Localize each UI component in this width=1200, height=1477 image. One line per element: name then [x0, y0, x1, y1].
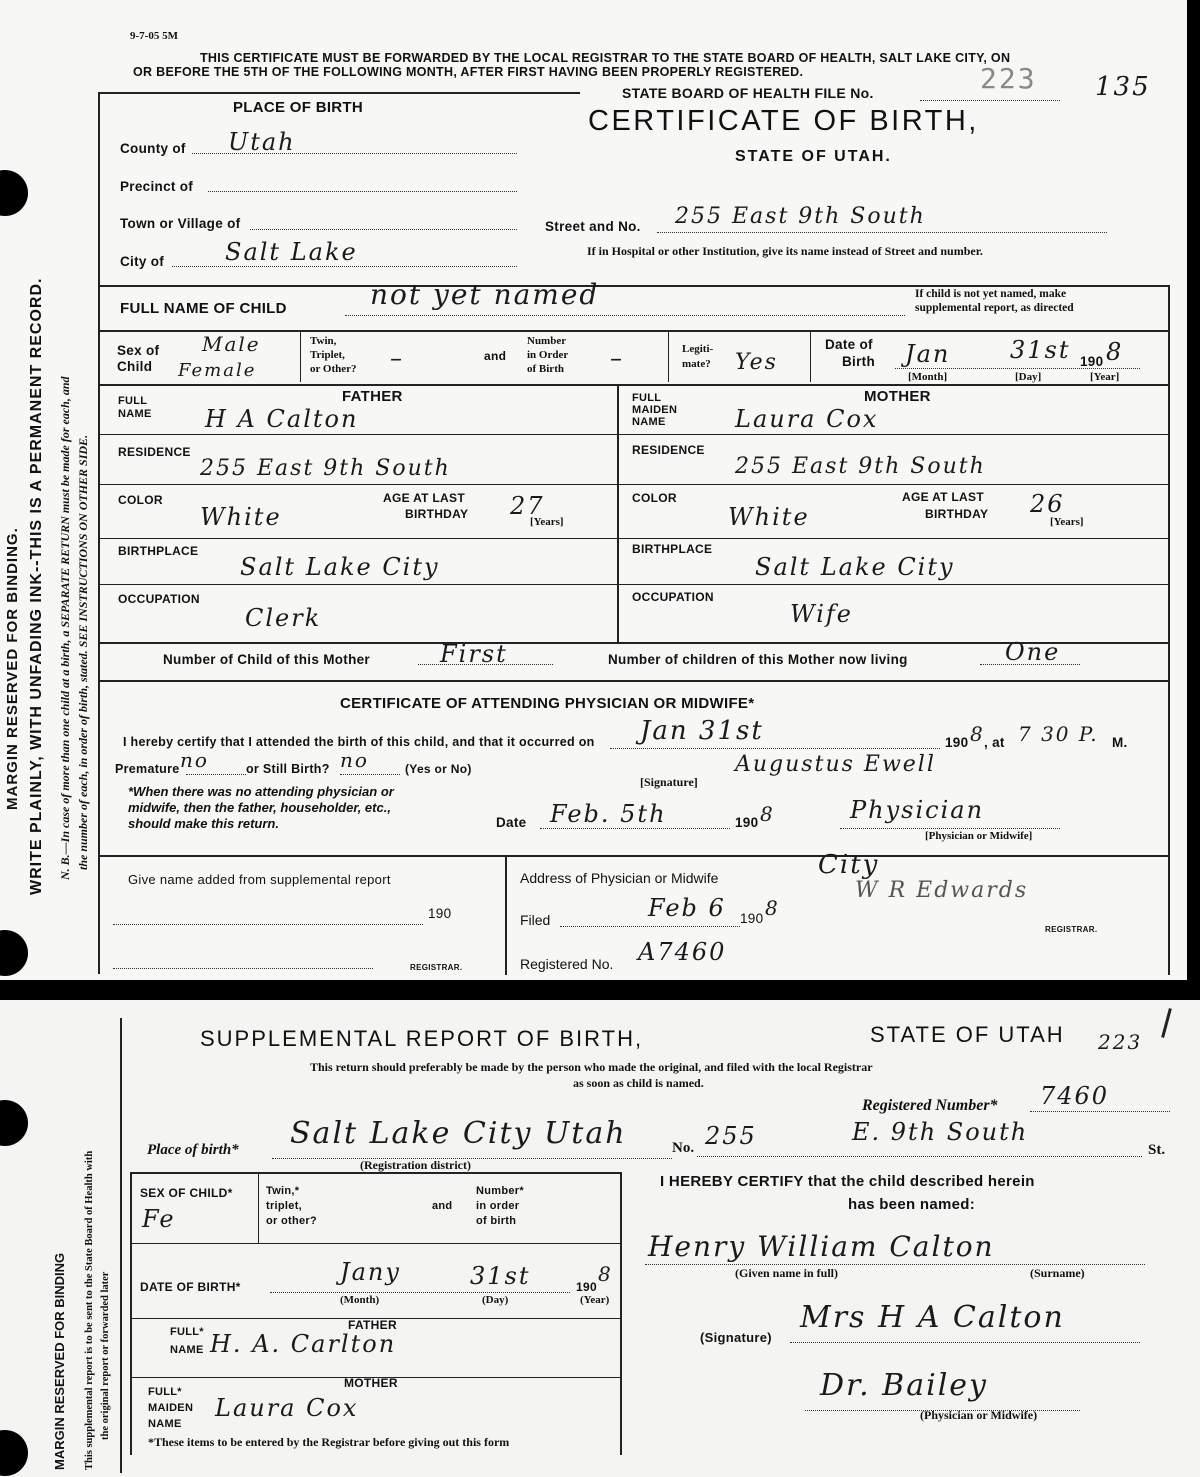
birth-month: Jan — [905, 340, 951, 368]
town-label: Town or Village of — [120, 216, 241, 231]
address-label: Address of Physician or Midwife — [520, 870, 719, 886]
parent-signature: Mrs H A Calton — [800, 1300, 1065, 1335]
mother-heading: MOTHER — [864, 388, 931, 405]
supplemental-mother-heading: MOTHER — [344, 1376, 398, 1390]
sex-male: Male — [202, 332, 261, 356]
supplemental-state: STATE OF UTAH — [870, 1022, 1065, 1047]
county-label: County of — [120, 141, 186, 156]
certificate-date: Feb. 5th — [550, 800, 667, 828]
father-birthplace: Salt Lake City — [240, 553, 440, 581]
certificate-of-birth: 9-7-05 5M THIS CERTIFICATE MUST BE FORWARDED BY THE LOCAL REGISTRAR TO THE STATE BOARD OF HEALTH, SALT LAKE CITY, ON OR BEFORE THE 5TH OF THE FOLLOWING MONTH, AFTER FIRST HAVING BEEN PROPERLY REGISTERED. STATE BOARD OF HEALTH FILE No. 223 135 CERTIFICATE OF BIRTH, STATE OF UTAH. MARGIN RESERVED FOR BINDING. WRITE PLAINLY, WITH UNFADING INK--THIS IS A PERMANENT RECORD. N. B.—In case of more than one child at a birth, a SEPARATE RETURN must be made for each, and the number of each, in order of birth, stated. SEE INSTRUCTIONS ON OTHER SIDE. PLACE OF BIRTH County of Utah Precinct of Town or Village of City of Salt Lake Street and No. 255 East 9th South If in Hospital or other Institution, give its name instead of Street and number. FULL NAME OF CHILD not yet named If child is not yet named, make supplemental report, as directed Sex of Child Male Female Twin, Triplet, or Other? – and Number in Order of Birth – Legiti- mate? Yes Date of Birth Jan 31st 190 8 [Month] [Day] [Year] FULL NAME FATHER H A Calton RESIDENCE 255 East 9th South COLOR White AGE AT LAST BIRTHDAY 27 [Years] BIRTHPLACE Salt Lake City OCCUPATION Clerk FULL MAIDEN NAME MOTHER Laura Cox RESIDENCE 255 East 9th South COLOR White AGE AT LAST BIRTHDAY 26 [Years] BIRTHPLACE Salt Lake City OCCUPATION Wife Number of Child of this Mother First Number of children of this Mother now living One CERTIFICATE OF ATTENDING PHYSICIAN OR MIDWIFE* I hereby certify that I attended the birth of this child, and that it occurred on Jan 31st 190 8 , at 7 30 P. M. Premature no or Still Birth? no (Yes or No) *When there was no attending physician or midwife, then the father, householder, etc., should make this return. [Signature] Augustus Ewell Date Feb. 5th 190 8 Physician [Physician or Midwife] Give name added from supplemental report 190 REGISTRAR. Address of Physician or Midwife City Filed Feb 6 190 8 W R Edwards REGISTRAR. Registered No. A7460 — [0, 0, 1187, 980]
child-given-name: Henry William Calton — [648, 1230, 995, 1263]
nb-note-2: the number of each, in order of birth, stated. SEE INSTRUCTIONS ON OTHER SIDE. — [76, 434, 90, 870]
full-name-label: FULL NAME OF CHILD — [120, 300, 287, 317]
supplemental-father-name: H. A. Carlton — [210, 1330, 397, 1358]
supplemental-file-no: 223 — [1098, 1030, 1143, 1054]
margin-reserved-text: MARGIN RESERVED FOR BINDING — [52, 1252, 67, 1470]
sex-female: Female — [178, 360, 257, 381]
supplemental-birth-year: 8 — [598, 1262, 613, 1286]
occurred-time: 7 30 P. — [1018, 722, 1099, 746]
filed-date: Feb 6 — [648, 894, 726, 922]
children-living-label: Number of children of this Mother now living — [608, 652, 908, 667]
city-value: Salt Lake — [225, 238, 358, 266]
certify-text: I hereby certify that I attended the birth of this child, and that it occurred on — [123, 735, 595, 749]
margin-reserved-text: MARGIN RESERVED FOR BINDING. — [4, 527, 21, 810]
supplemental-father-heading: FATHER — [348, 1318, 397, 1332]
county-value: Utah — [228, 128, 296, 156]
supplemental-registered-number: 7460 — [1040, 1082, 1110, 1110]
binding-hole — [0, 930, 28, 976]
precinct-label: Precinct of — [120, 179, 194, 194]
occurred-date: Jan 31st — [640, 716, 764, 746]
supplemental-mother-name: Laura Cox — [215, 1394, 359, 1422]
children-living-value: One — [1005, 638, 1061, 666]
mother-color: White — [728, 503, 810, 531]
premature-value: no — [180, 748, 209, 772]
number-of-child-label: Number of Child of this Mother — [163, 652, 370, 667]
supplemental-street: E. 9th South — [852, 1118, 1029, 1146]
form-code: 9-7-05 5M — [130, 30, 178, 42]
margin-number: 135 — [1095, 72, 1151, 102]
father-age: 27 — [510, 492, 545, 520]
mother-age: 26 — [1030, 490, 1065, 518]
mother-birthplace: Salt Lake City — [755, 553, 955, 581]
still-birth-value: no — [340, 748, 369, 772]
mother-residence: 255 East 9th South — [735, 454, 986, 479]
binding-hole — [0, 1100, 28, 1146]
registered-number: A7460 — [638, 938, 727, 966]
sex-label: Sex of — [117, 343, 160, 358]
certificate-title: CERTIFICATE OF BIRTH, — [588, 105, 979, 137]
father-heading: FATHER — [342, 388, 403, 405]
full-name-value: not yet named — [370, 278, 600, 311]
father-color: White — [200, 503, 282, 531]
file-number-stamp: 223 — [980, 62, 1037, 95]
file-no-label: STATE BOARD OF HEALTH FILE No. — [622, 85, 874, 101]
supplemental-street-no: 255 — [705, 1122, 757, 1150]
number-of-child-value: First — [440, 640, 508, 668]
occurred-year: 8 — [970, 722, 985, 746]
street-label: Street and No. — [545, 219, 641, 234]
mother-occupation: Wife — [790, 600, 854, 628]
physician-signature: Augustus Ewell — [735, 752, 936, 777]
binding-hole — [0, 1430, 28, 1476]
supplemental-birth-day: 31st — [470, 1262, 531, 1290]
supplemental-birth-month: Jany — [340, 1258, 401, 1286]
father-name: H A Calton — [205, 405, 359, 433]
supplemental-title: SUPPLEMENTAL REPORT OF BIRTH, — [200, 1026, 644, 1051]
place-of-birth-heading: PLACE OF BIRTH — [233, 99, 364, 116]
certificate-date-year: 8 — [760, 802, 775, 826]
supplemental-place: Salt Lake City Utah — [290, 1116, 627, 1151]
city-label: City of — [120, 254, 165, 269]
filed-year: 8 — [765, 896, 780, 920]
binding-hole — [0, 170, 28, 216]
supplemental-footnote: *These items to be entered by the Registrar before giving out this form — [148, 1435, 510, 1449]
birth-year: 8 — [1106, 338, 1124, 366]
state-heading: STATE OF UTAH. — [735, 148, 892, 165]
notice-line-2: OR BEFORE THE 5TH OF THE FOLLOWING MONTH, AFTER FIRST HAVING BEEN PROPERLY REGISTERED. — [133, 65, 804, 79]
hospital-note: If in Hospital or other Institution, give its name instead of Street and number. — [587, 244, 983, 258]
street-value: 255 East 9th South — [675, 204, 926, 229]
registered-number-label: Registered Number* — [862, 1097, 998, 1114]
nb-note-1: N. B.—In case of more than one child at a birth, a SEPARATE RETURN must be made for each, and — [58, 376, 72, 880]
mother-name: Laura Cox — [735, 405, 879, 433]
father-residence: 255 East 9th South — [200, 456, 451, 481]
registrar-signature: W R Edwards — [855, 878, 1029, 903]
write-plainly-text: WRITE PLAINLY, WITH UNFADING INK--THIS IS A PERMANENT RECORD. — [28, 277, 45, 895]
supplemental-sex: Fe — [142, 1205, 176, 1233]
physician-name: Dr. Bailey — [820, 1368, 988, 1403]
birth-day: 31st — [1010, 336, 1071, 364]
notice-line-1: THIS CERTIFICATE MUST BE FORWARDED BY THE LOCAL REGISTRAR TO THE STATE BOARD OF HEALTH, SALT LAKE CITY, ON — [200, 51, 1011, 65]
physician-title-value: Physician — [850, 796, 985, 824]
twin-value: – — [390, 344, 404, 372]
physician-certificate-title: CERTIFICATE OF ATTENDING PHYSICIAN OR MIDWIFE* — [340, 695, 755, 712]
father-occupation: Clerk — [245, 604, 322, 632]
unnamed-note-1: If child is not yet named, make — [915, 288, 1067, 300]
supplemental-report-of-birth: SUPPLEMENTAL REPORT OF BIRTH, STATE OF UTAH 223 This return should preferably be made by the person who made the original, and filed with the local Registrar as soon as child is named. MARGIN RESERVED FOR BINDING This supplemental report is to be sent to the State Board of Health with the original report or forwarded later Registered Number* 7460 Place of birth* Salt Lake City Utah (Registration district) No. 255 E. 9th South St. SEX OF CHILD* Fe Twin,* triplet, or other? and Number* in order of birth DATE OF BIRTH* Jany 31st 190 8 (Month) (Day) (Year) FATHER FULL* NAME H. A. Carlton MOTHER FULL* MAIDEN NAME Laura Cox *These items to be entered by the Registrar before giving out this form I HEREBY CERTIFY that the child described herein has been named: Henry William Calton (Given name in full) (Surname) (Signature) Mrs H A Calton Dr. Bailey (Physician or Midwife) — [0, 1000, 1200, 1477]
legitimate-value: Yes — [735, 350, 778, 375]
order-value: – — [610, 344, 624, 372]
address-value: City — [818, 850, 880, 880]
supplemental-name-label: Give name added from supplemental report — [128, 872, 391, 887]
unnamed-note-2: supplemental report, as directed — [915, 302, 1074, 314]
